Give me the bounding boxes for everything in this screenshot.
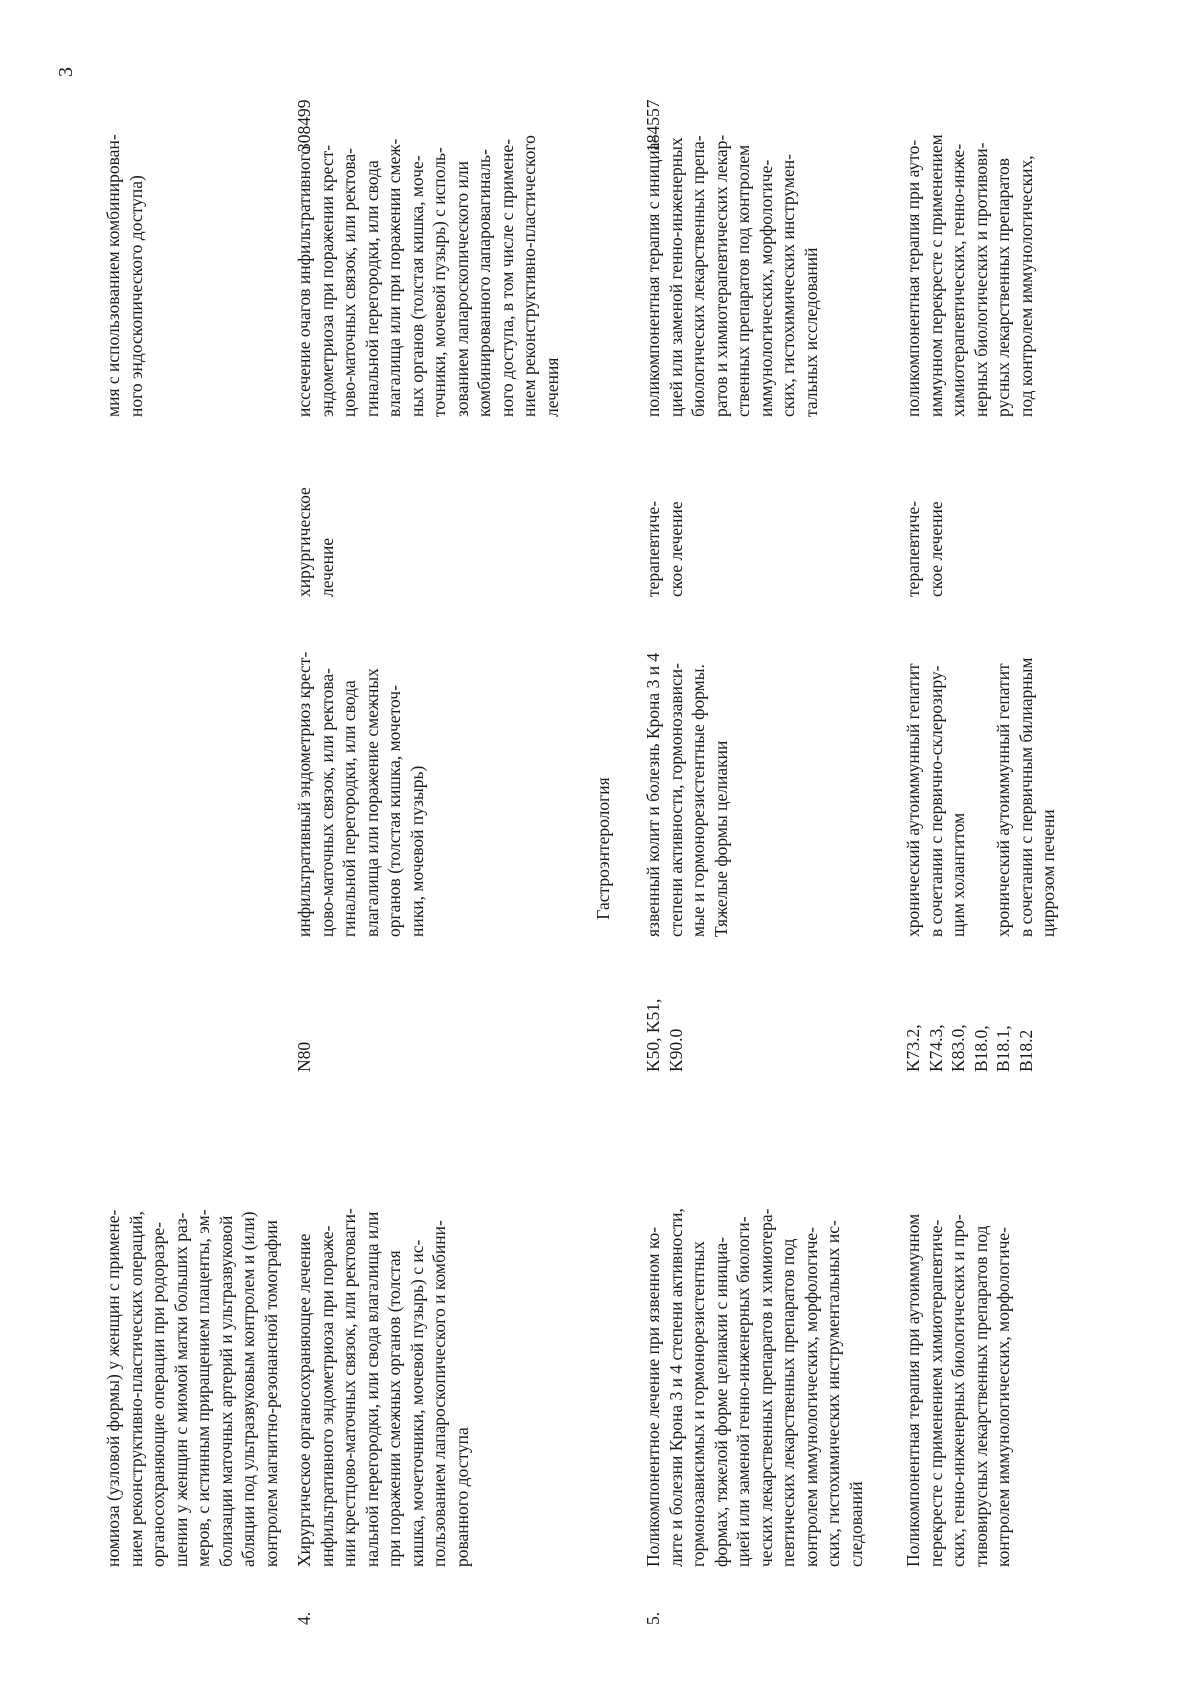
row-name-line: контролем иммунологических, морфологиче- [993,1227,1013,1567]
row-model-line: циррозом печени [1038,809,1058,937]
row-name-line: абляции под ультразвуковым контролем и (или) [238,1211,258,1567]
row-codes [293,1042,316,1072]
row-method-line: поликомпонентная терапия при ауто- [903,139,923,417]
row-method-line: гинальной перегородки, или свода [361,160,382,417]
row-model [642,653,732,937]
section-title: Гастроэнтерология [593,777,613,920]
row-name-line: Поликомпонентная терапия при аутоиммунном [903,1213,923,1567]
row-model-line: органов (толстая кишка, мочеточ- [384,685,404,937]
row-model-line: хронический аутоиммунный гепатит [903,663,923,937]
row-name-line: рованного доступа [451,1427,472,1567]
row-model [902,658,1060,937]
row-code-line: K50, K51, [643,998,663,1072]
row-method-line: ственных препаратов под контролем [733,144,753,417]
row-model-line: ники, мочевой пузырь) [406,765,427,937]
row-name-line: инфильтративного эндометриоза при пораже- [316,1225,337,1567]
row-name-line: ских, гистохимических инструментальных ис- [823,1220,843,1567]
row-model-line [970,658,993,937]
row-method-line: цией или заменой генно-инженерных [665,137,686,417]
row-name-line: пользованием лапароскопического и комбини- [429,1220,449,1567]
row-model-line: в сочетании с первичным билиарным [1015,657,1036,937]
row-model-line: мые и гормонорезистентные формы. [688,664,708,937]
row-price: 308499 [294,99,314,152]
row-type-line: ское лечение [665,501,686,597]
row-name-line: тивовирусных лекарственных препаратов под [970,1225,991,1567]
row-treatment-type [293,487,338,597]
row-model-line: хронический аутоиммунный гепатит [993,663,1013,937]
row-method [293,135,563,417]
row-code-line: K73.2, [903,1024,923,1072]
row-method-line: зованием лапароскопического или [451,161,472,417]
row-name-line: перекресте с применением химиотерапевтиче- [925,1219,946,1567]
row-name-line: цией или заменой генно-инженерных биологи- [733,1216,753,1567]
row-type-line: лечение [316,537,337,597]
row-name-line: ческих лекарственных препаратов и химиотера- [755,1208,776,1567]
row-name-line: шении у женщин с миомой матки больших раз- [170,1212,191,1567]
row-method-line: мия с использованием комбинирован- [103,134,123,417]
row-method-line: комбинированного лапаровагиналь- [474,149,494,417]
row-name [102,1209,282,1567]
row-name-line: лите и болезни Крона 3 и 4 степени активности, [665,1208,686,1567]
row-codes [642,999,687,1072]
row-name-line: следований [845,1481,866,1567]
row-method-line: нием реконструктивно-пластического [519,135,539,417]
row-price: 184557 [643,99,663,152]
row-model-line: щим холангитом [948,812,968,937]
row-name-line: нии крестцово-маточных связок, или ректоваги- [339,1208,359,1567]
row-method [902,134,1037,417]
row-method-line: ских, гистохимических инструмен- [778,154,798,417]
row-code-line: K90.0 [665,1028,686,1072]
row-method-line: ного эндоскопического доступа) [125,175,146,417]
row-name [642,1208,867,1567]
row-model-line: гинальной перегородки, или свода [339,680,359,937]
row-code-line: B18.1, [993,1025,1013,1072]
row-model-line: в сочетании с первично-склерозиру- [925,665,946,937]
row-name-line: Хирургическое органосохраняющее лечение [294,1233,314,1567]
row-name-line: меров, с истинным приращением плаценты, эм- [193,1209,213,1567]
row-name-line: номиоза (узловой формы) у женщин с примене- [103,1209,123,1567]
row-method-line: биологических лекарственных препа- [688,135,708,417]
row-model [293,652,428,937]
row-method-line: эндометриоза при поражении крест- [316,144,337,417]
row-method-line: иммунном перекресте с применением [925,134,946,417]
row-method-line: химиотерапевтических, генно-инже- [948,143,968,417]
row-model-line: язвенный колит и болезнь Крона 3 и 4 [643,652,663,937]
row-code-line: K83.0, [948,1024,968,1072]
row-method-line: под контролем иммунологических, [1015,155,1036,417]
row-number: 4. [294,1611,314,1625]
row-name-line: гормонозависимых и гормонорезистентных [688,1240,708,1567]
row-code-line: K74.3, [925,1024,946,1072]
row-codes [902,1024,1037,1072]
row-name-line: Поликомпонентное лечение при язвенном ко- [643,1226,663,1567]
row-code-line: B18.0, [970,1025,991,1072]
row-name-line: нальной перегородки, или свода влагалища или [361,1211,382,1567]
row-model-line: инфильтративный эндометриоз крест- [294,651,314,937]
row-name-line: при поражении смежных органов (толстая [384,1250,404,1567]
row-name-line: кишка, мочеточники, мочевой пузырь) с ис- [406,1239,427,1567]
row-method-line: иммунологических, морфологиче- [755,159,776,417]
row-method-line: поликомпонентная терапия с инициа- [643,136,663,417]
row-model-line: цово-маточных связок, или ректова- [316,668,337,937]
row-treatment-type [902,501,947,597]
row-code-line: B18.2 [1015,1029,1036,1072]
row-model-line: влагалища или поражение смежных [361,668,382,937]
row-method-line: лечения [541,357,562,417]
row-model-line: Тяжелые формы целиакии [710,740,731,937]
row-method-line: иссечение очагов инфильтративного [294,145,314,417]
row-name-line: нием реконструктивно-пластических операций, [125,1211,146,1567]
row-treatment-type [642,501,687,597]
row-method-line: русных лекарственных препаратов [993,157,1013,417]
row-name-line: болизации маточных артерий и ультразвуковой [215,1215,236,1567]
row-name-line: ских, генно-инженерных биологических и про- [948,1214,968,1567]
row-type-line: ское лечение [925,501,946,597]
row-name-line: певтических лекарственных препаратов под [778,1238,798,1567]
row-method-line: точники, мочевой пузырь) с исполь- [429,147,449,417]
row-method-line: ного доступа, в том числе с примене- [496,138,517,417]
row-number: 5. [643,1611,663,1625]
row-method-line: тальных исследований [800,247,821,417]
row-name-line: органосохраняющие операции при родоразре- [148,1222,168,1567]
row-code-line: N80 [294,1041,314,1072]
row-name [293,1208,473,1567]
row-type-line: терапевтиче- [903,500,923,597]
row-name-line: контролем магнитно-резонансной томографии [260,1220,281,1567]
page-number: 3 [55,67,77,77]
row-method-line: влагалища или при поражении смеж- [384,138,404,417]
row-method-line: нерных биологических и противови- [970,142,991,417]
row-name-line: формах, тяжелой форме целиакии с инициа- [710,1236,731,1567]
row-name [902,1214,1015,1567]
row-method-line: цово-маточных связок, или ректова- [339,148,359,417]
row-method-line: ратов и химиотерапевтических лекар- [710,134,731,417]
row-model-line: степени активности, гормонозависи- [665,662,686,937]
row-method [642,135,822,417]
row-method-line: ных органов (толстая кишка, моче- [406,155,427,417]
row-type-line: хирургическое [294,487,314,597]
row-name-line: контролем иммунологических, морфологиче- [800,1227,821,1567]
row-method [102,134,147,417]
row-type-line: терапевтиче- [643,500,663,597]
